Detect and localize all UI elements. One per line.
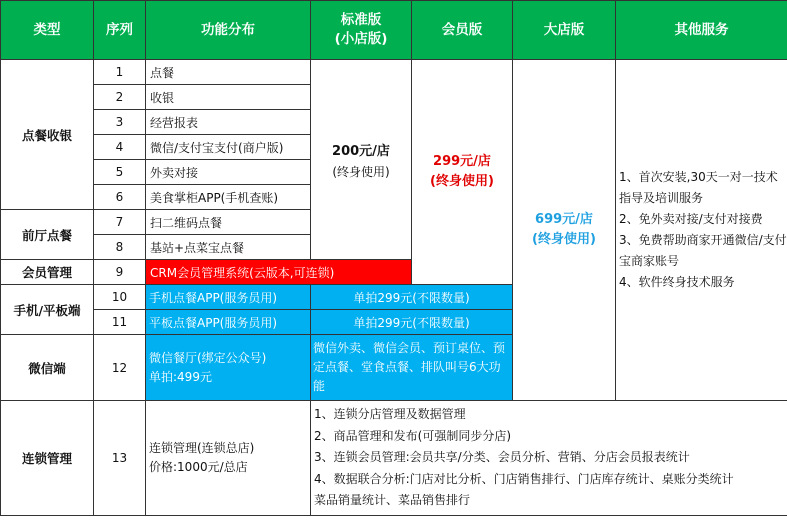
row-seq: 10 (94, 285, 146, 310)
standard-price-note: (终身使用) (332, 164, 390, 179)
category-member-mgmt: 会员管理 (1, 260, 94, 285)
member-price-cell (412, 60, 513, 285)
chain-detail-item: 2、商品管理和发布(可强制同步分店) (314, 428, 511, 443)
header-row (1, 1, 787, 60)
header-seq: 序列 (94, 1, 146, 60)
row-feature: 经营报表 (146, 110, 311, 135)
header-big: 大店版 (513, 1, 616, 60)
row-seq: 5 (94, 160, 146, 185)
other-services-cell (616, 60, 787, 401)
row-seq: 11 (94, 310, 146, 335)
standard-price-cell (311, 60, 412, 260)
header-other: 其他服务 (616, 1, 787, 60)
header-features: 功能分布 (146, 1, 311, 60)
row-seq: 2 (94, 85, 146, 110)
row-feature: 点餐 (146, 60, 311, 85)
row-seq: 6 (94, 185, 146, 210)
other-service-item: 4、软件终身技术服务 (619, 275, 735, 289)
other-service-item: 3、免费帮助商家开通微信/支付宝商家账号 (619, 233, 787, 268)
category-mobile: 手机/平板端 (1, 285, 94, 335)
header-member: 会员版 (412, 1, 513, 60)
crm-feature: CRM会员管理系统(云版本,可连锁) (146, 260, 412, 285)
header-standard-line2: (小店版) (334, 31, 388, 47)
chain-feature-cell (146, 401, 311, 516)
header-standard (311, 1, 412, 60)
row-seq: 12 (94, 335, 146, 401)
row-feature: 平板点餐APP(服务员用) (146, 310, 311, 335)
row-seq: 13 (94, 401, 146, 516)
category-ordering: 点餐收银 (1, 60, 94, 210)
wechat-feature-cell (146, 335, 311, 401)
row-seq: 4 (94, 135, 146, 160)
category-front: 前厅点餐 (1, 210, 94, 260)
row-seq: 1 (94, 60, 146, 85)
big-price-note: (终身使用) (532, 232, 596, 247)
chain-price: 价格:1000元/总店 (149, 460, 248, 474)
wechat-feature: 微信餐厅(绑定公众号) (149, 350, 267, 365)
wechat-price: 单拍:499元 (149, 369, 212, 384)
wechat-desc: 微信外卖、微信会员、预订桌位、预定点餐、堂食点餐、排队叫号6大功能 (311, 335, 513, 401)
header-standard-line1: 标准版 (340, 12, 382, 28)
chain-details-cell (311, 401, 787, 516)
chain-detail-item: 菜品销量统计、菜品销售排行 (314, 493, 471, 508)
chain-detail-item: 3、连锁会员管理:会员共享/分类、会员分析、营销、分店会员报表统计 (314, 450, 690, 465)
header-type: 类型 (1, 1, 94, 60)
row-feature: 微信/支付宝支付(商户版) (146, 135, 311, 160)
row-price: 单拍299元(不限数量) (311, 310, 513, 335)
big-price: 699元/店 (535, 212, 593, 227)
row-seq: 7 (94, 210, 146, 235)
row-feature: 外卖对接 (146, 160, 311, 185)
row-feature: 手机点餐APP(服务员用) (146, 285, 311, 310)
row-seq: 8 (94, 235, 146, 260)
table-row (1, 401, 787, 516)
member-price: 299元/店 (433, 154, 491, 169)
row-seq: 3 (94, 110, 146, 135)
row-feature: 扫二维码点餐 (146, 210, 311, 235)
standard-price: 200元/店 (332, 143, 390, 159)
chain-feature: 连锁管理(连锁总店) (149, 441, 255, 455)
row-seq: 9 (94, 260, 146, 285)
chain-detail-item: 4、数据联合分析:门店对比分析、门店销售排行、门店库存统计、桌账分类统计 (314, 471, 734, 486)
table-row (1, 60, 787, 85)
row-feature: 基站+点菜宝点餐 (146, 235, 311, 260)
big-price-cell (513, 60, 616, 401)
category-wechat: 微信端 (1, 335, 94, 401)
category-chain: 连锁管理 (1, 401, 94, 516)
row-price: 单拍299元(不限数量) (311, 285, 513, 310)
row-feature: 收银 (146, 85, 311, 110)
other-service-item: 1、首次安装,30天一对一技术指导及培训服务 (619, 170, 778, 205)
other-service-item: 2、免外卖对接/支付对接费 (619, 212, 763, 226)
chain-detail-item: 1、连锁分店管理及数据管理 (314, 407, 466, 422)
row-feature: 美食掌柜APP(手机查账) (146, 185, 311, 210)
member-price-note: (终身使用) (430, 174, 494, 189)
